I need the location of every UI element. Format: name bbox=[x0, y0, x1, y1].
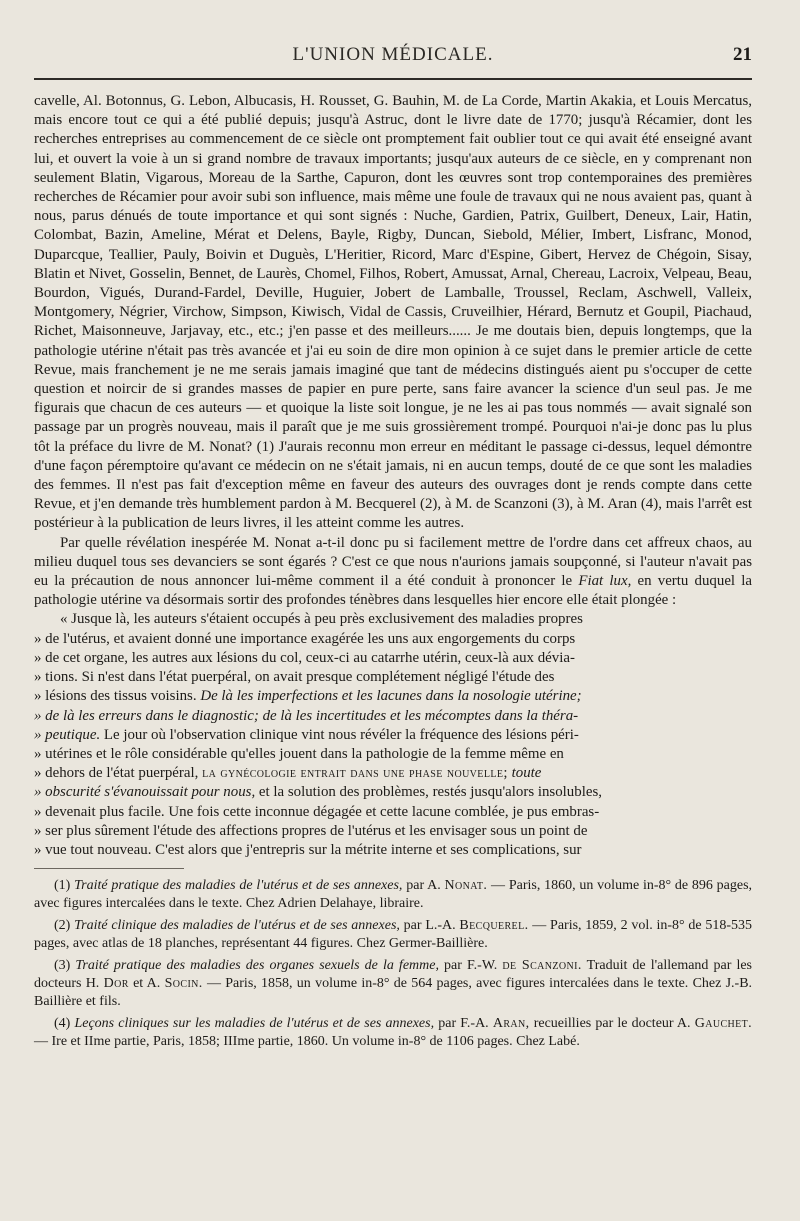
journal-title: L'UNION MÉDICALE. bbox=[292, 44, 494, 65]
footnote-1: (1) Traité pratique des maladies de l'utérus et de ses annexes, par A. Nonat. — Paris, 1860, un volume in-8° de 896 pages, avec figures intercalées dans le texte. Chez Adrien Delahaye, libraire. bbox=[34, 878, 753, 912]
header-rule bbox=[34, 78, 752, 80]
quote-line: » peutique. Le jour où l'observation clinique vint nous révéler la fréquence des lésions péri- bbox=[34, 726, 579, 743]
page-number: 21 bbox=[733, 44, 752, 65]
quote-line: » ser plus sûrement l'étude des affections propres de l'utérus et les envisager sous un point de bbox=[34, 822, 588, 839]
paragraph-1: cavelle, Al. Botonnus, G. Lebon, Albucasis, H. Rousset, G. Bauhin, M. de La Corde, Martin Akakia, et Louis Mercatus, mais encore tout ce qui a été publié depuis; jusqu'à Astruc, dont le livre date de 1770; jusqu'à Récamier, dont les recherches entreprises au commencement de ce siècle ont promptement fait oublier tout ce qui avait été enseigné avant lui, et ouvert la voie à un si grand nombre de travaux importants; jusqu'aux auteurs de ce siècle, en y comprenant non seulement Blatin, Vigarous, Moreau de la Sarthe, Capuron, dont les œuvres sont trop contemporaines des premières recherches de Récamier pour avoir subi son influence, mais même une foule de travaux qui ne nous avaient pas, quant à nous, parus dénués de toute importance et qui sont signés : Nuche, Gardien, Patrix, Guilbert, Deneux, Lair, Hatin, Colombat, Bazin, Ameline, Mérat et Delens, Bayle, Rigby, Duncan, Siebold, Mélier, Imbert, Lisfranc, Monod, Duparcque, Teallier, Pauly, Boivin et Duguès, L'Heritier, Ricord, Marc d'Espine, Gibert, Hervez de Chégoin, Sisay, Blatin et Nivet, Gosselin, Bennet, de Laurès, Chomel, Filhos, Robert, Amussat, Arnal, Chereau, Lacroix, Velpeau, Beau, Bourdon, Vigués, Durand-Fardel, Deville, Huguier, Jobert de Lamballe, Troussel, Reclam, Aschwell, Valleix, Montgomery, Négrier, Virchow, Simpson, Kiwisch, Vidal de Cassis, Cruveilhier, Hérard, Bernutz et Goupil, Piachaud, Richet, Maisonneuve, Jarjavay, etc., etc.; j'en passe et des meilleurs...... Je me doutais bien, depuis longtemps, que la pathologie utérine n'était pas très avancée et j'ai eu soin de dire mon opinion à ce sujet dans le premier article de cette Revue, mais franchement je ne me serais jamais imaginé que tant de médecins distingués aient pu s'occuper de cette question et noircir de si grandes masses de papier en pure perte, sans faire avancer la science d'un seul pas. Je me figurais que chacun de ces auteurs — et quoique la liste soit longue, je ne les ai pas tous nommés — avait signalé son passage par un progrès nouveau, mais il paraît que je me suis grossièrement trompé. Pourquoi n'ai-je donc pas lu plus tôt la préface du livre de M. Nonat? (1) J'aurais reconnu mon erreur en méditant le passage ci-dessus, lequel démontre d'une façon péremptoire qu'avant ce médecin on ne s'était jamais, ni en aucun temps, douté de ce que sont les maladies des femmes. Il n'est pas fait d'exception même en faveur des auteurs des ouvrages dont je rends compte dans cette Revue, et j'en demande très humblement pardon à M. Becquerel (2), à M. de Scanzoni (3), à M. Aran (4), mais l'arrêt est postérieur à la publication de leurs livres, il les atteint comme les autres. bbox=[34, 93, 752, 532]
running-header bbox=[34, 40, 752, 70]
quote-line: » de l'utérus, et avaient donné une importance exagérée les uns aux engorgements du corps bbox=[34, 630, 576, 647]
quote-line: « Jusque là, les auteurs s'étaient occupés à peu près exclusivement des maladies propres bbox=[60, 611, 583, 628]
article-body bbox=[34, 92, 752, 860]
quote-line: » lésions des tissus voisins. De là les imperfections et les lacunes dans la nosologie utérine; bbox=[34, 688, 582, 705]
quote-line: » vue tout nouveau. C'est alors que j'entrepris sur la métrite interne et ses complications, sur bbox=[34, 841, 582, 858]
footnote-rule bbox=[34, 868, 184, 869]
quote-line: » dehors de l'état puerpéral, la gynécologie entrait dans une phase nouvelle; toute bbox=[34, 765, 542, 782]
quote-line: » obscurité s'évanouissait pour nous, et la solution des problèmes, restés jusqu'alors insolubles, bbox=[34, 784, 602, 801]
quote-line: » utérines et le rôle considérable qu'elles jouent dans la pathologie de la femme même en bbox=[34, 745, 564, 762]
quote-line: » de cet organe, les autres aux lésions du col, ceux-ci au catarrhe utérin, ceux-là aux dévia- bbox=[34, 649, 575, 666]
footnotes bbox=[34, 877, 752, 1051]
quote-line: » de là les erreurs dans le diagnostic; de là les incertitudes et les mécomptes dans la théra- bbox=[34, 707, 579, 724]
footnote-3: (3) Traité pratique des maladies des organes sexuels de la femme, par F.-W. de Scanzoni. Traduit de l'allemand par les docteurs H. Dor et A. Socin. — Paris, 1858, un volume in-8° de 564 pages, avec figures intercalées dans le texte. Chez J.-B. Baillière et fils. bbox=[34, 958, 753, 1010]
quotation bbox=[34, 610, 752, 860]
footnote-4: (4) Leçons cliniques sur les maladies de l'utérus et de ses annexes, par F.-A. Aran, recueillies par le docteur A. Gauchet. — Ire et IIme partie, Paris, 1858; IIIme partie, 1860. Un volume in-8° de 1106 pages. Chez Labé. bbox=[34, 1016, 753, 1050]
paragraph-2: Par quelle révélation inespérée M. Nonat a-t-il donc pu si facilement mettre de l'ordre dans cet affreux chaos, au milieu duquel tous ses devanciers se sont égarés ? C'est ce que nous n'aurions jamais soupçonné, si l'auteur n'avait pas eu la précaution de nous annoncer lui-même comment il a été conduit à prononcer le Fiat lux, en vertu duquel la pathologie utérine va désormais sortir des profondes ténèbres dans lesquelles hier encore elle était plongée : bbox=[34, 534, 752, 609]
quote-line: » devenait plus facile. Une fois cette inconnue dégagée et cette lacune comblée, je pus embras- bbox=[34, 803, 600, 820]
quote-line: » tions. Si n'est dans l'état puerpéral, on avait presque complétement négligé l'étude des bbox=[34, 669, 555, 686]
footnote-2: (2) Traité clinique des maladies de l'utérus et de ses annexes, par L.-A. Becquerel. — Paris, 1859, 2 vol. in-8° de 518-535 pages, avec atlas de 18 planches, représentant 44 figures. Chez Germer-Baillière. bbox=[34, 918, 753, 952]
